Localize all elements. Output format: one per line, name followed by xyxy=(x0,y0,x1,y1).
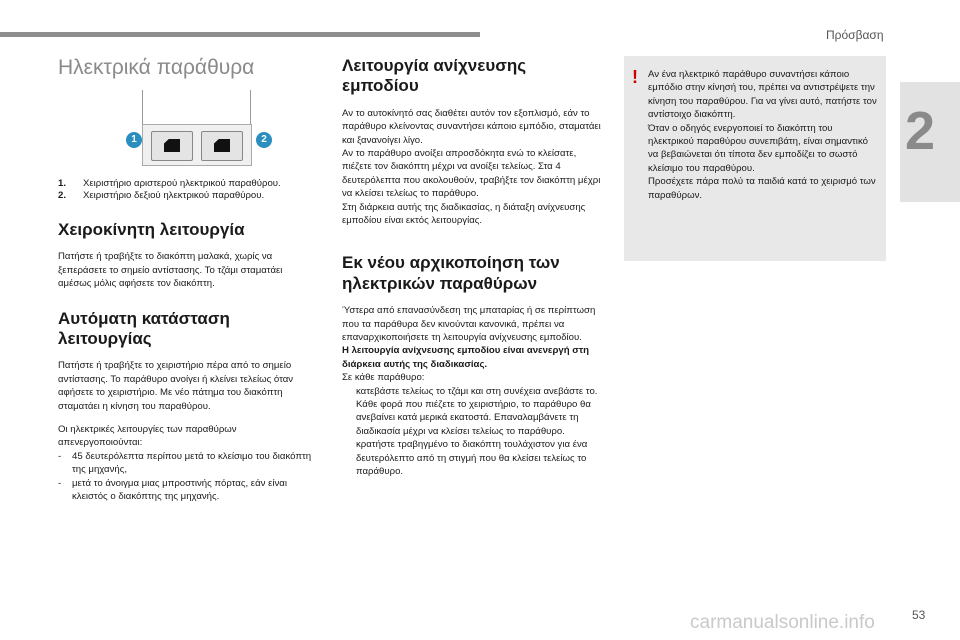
window-switch-figure xyxy=(130,90,270,170)
paragraph-deactivation: Οι ηλεκτρικές λειτουργίες των παραθύρων απενεργοποιούνται: xyxy=(58,424,237,449)
switch-panel xyxy=(142,124,252,166)
list-item: - μετά το άνοιγμα μιας μπροστινής πόρτας, εάν είναι κλειστός ο διακόπτης της μηχανής. xyxy=(58,477,287,503)
warning-box xyxy=(624,56,886,261)
paragraph-auto: Πατήστε ή τραβήξτε το χειριστήριο πέρα από το σημείο αντίστασης. Το παράθυρο ανοίγει ή κλείνει τελείως όταν αφήσετε το χειριστήριο. Με νέο πάτημα του διακόπτη σταματάει η κίνηση του παραθύρου. xyxy=(58,360,294,412)
legend-item: 1. Χειριστήριο αριστερού ηλεκτρικού παραθύρου. xyxy=(58,178,281,189)
warning-paragraph: Όταν ο οδηγός ενεργοποιεί το διακόπτη του ηλεκτρικού παραθύρου συνεπιβάτη, είναι σημαντικό να βεβαιώνεται ότι τίποτα δεν εμποδίζει το σωστό κλείσιμο του παραθύρου. xyxy=(648,122,868,174)
column-middle xyxy=(342,56,604,479)
paragraph-reinit-bold: Η λειτουργία ανίχνευσης εμποδίου είναι ανενεργή στη διάρκεια αυτής της διαδικασίας. xyxy=(342,345,589,370)
paragraph-antipinch: Αν το αυτοκίνητό σας διαθέτει αυτόν τον εξοπλισμό, εάν το παράθυρο κλείνοντας συναντήσει κάποιο εμπόδιο, σταματάει και ξανανοίγει λίγο. xyxy=(342,107,601,146)
heading-antipinch: Λειτουργία ανίχνευσης εμποδίου xyxy=(342,56,527,96)
paragraph-antipinch-2: Αν το παράθυρο ανοίξει απροσδόκητα ενώ το κλείσατε, πιέζετε τον διακόπτη μέχρι να ανοίξει τελείως. Στα 4 δευτερόλεπτα που ακολουθούν, τραβήξτε τον διακόπτη μέχρι να κλείσει τελείως το παράθυρο. xyxy=(342,148,601,200)
figure-line-right xyxy=(250,90,251,126)
callout-badge-1: 1 xyxy=(126,132,142,148)
page-number: 53 xyxy=(912,608,926,622)
section-label: Πρόσβαση xyxy=(826,28,884,42)
figure-line-left xyxy=(142,90,143,126)
warning-paragraph: Αν ένα ηλεκτρικό παράθυρο συναντήσει κάποιο εμπόδιο στην κίνησή του, πρέπει να αντιστρέψετε την κίνηση του παραθύρου. Για να γίνει αυτό, πατήστε τον αντίστοιχο διακόπτη. xyxy=(648,69,877,121)
warning-icon: ! xyxy=(632,67,638,87)
chapter-number: 2 xyxy=(905,101,936,161)
list-item: - 45 δευτερόλεπτα περίπου μετά το κλείσιμο του διακόπτη της μηχανής, xyxy=(58,450,312,476)
watermark: carmanualsonline.info xyxy=(690,612,875,633)
column-left xyxy=(58,56,318,503)
callout-badge-2: 2 xyxy=(256,132,272,148)
list-item: κατεβάστε τελείως το τζάμι και στη συνέχεια ανεβάστε το. Κάθε φορά που πιέζετε το χειριστήριο, το παράθυρο θα ανεβαίνει κατά μερικά εκατοστά. Επαναλαμβάνετε τη διαδικασία μέχρι να κλείσει τελείως το παράθυρο. xyxy=(342,385,604,439)
bullet-icon xyxy=(342,438,356,478)
paragraph-reinit-intro: Σε κάθε παράθυρο: xyxy=(342,372,425,384)
heading-manual: Χειροκίνητη λειτουργία xyxy=(58,220,245,239)
heading-auto: Αυτόματη κατάσταση λειτουργίας xyxy=(58,308,230,348)
warning-text xyxy=(648,68,880,202)
warning-paragraph: Προσέχετε πάρα πολύ τα παιδιά κατά το χειρισμό των παραθύρων. xyxy=(648,176,876,201)
paragraph-reinit: Ύστερα από επανασύνδεση της μπαταρίας ή σε περίπτωση που τα παράθυρα δεν κινούνται κανονικά, πρέπει να επαναρχικοποιήσετε τη λειτουργία ανίχνευσης εμποδίου. xyxy=(342,305,596,344)
legend-item: 2. Χειριστήριο δεξιού ηλεκτρικού παραθύρου. xyxy=(58,190,265,201)
left-window-switch-icon xyxy=(151,131,193,161)
heading-reinit: Εκ νέου αρχικοποίηση των ηλεκτρικών παραθύρων xyxy=(342,253,560,293)
right-window-switch-icon xyxy=(201,131,243,161)
top-rule xyxy=(0,32,480,37)
paragraph-manual: Πατήστε ή τραβήξτε το διακόπτη μαλακά, χωρίς να ξεπεράσετε το σημείο αντίστασης. Το τζάμι σταματάει αμέσως μόλις αφήσετε τον διακόπτη. xyxy=(58,251,283,290)
paragraph-antipinch-3: Στη διάρκεια αυτής της διαδικασίας, η διάταξη ανίχνευσης εμποδίου είναι εκτός λειτουργίας. xyxy=(342,201,586,227)
page-title: Ηλεκτρικά παράθυρα xyxy=(58,56,255,79)
list-item: κρατήστε τραβηγμένο το διακόπτη τουλάχιστον για ένα δευτερόλεπτο από τη στιγμή που θα κλείσει τελείως το παράθυρο. xyxy=(342,438,604,478)
bullet-icon xyxy=(342,385,356,439)
